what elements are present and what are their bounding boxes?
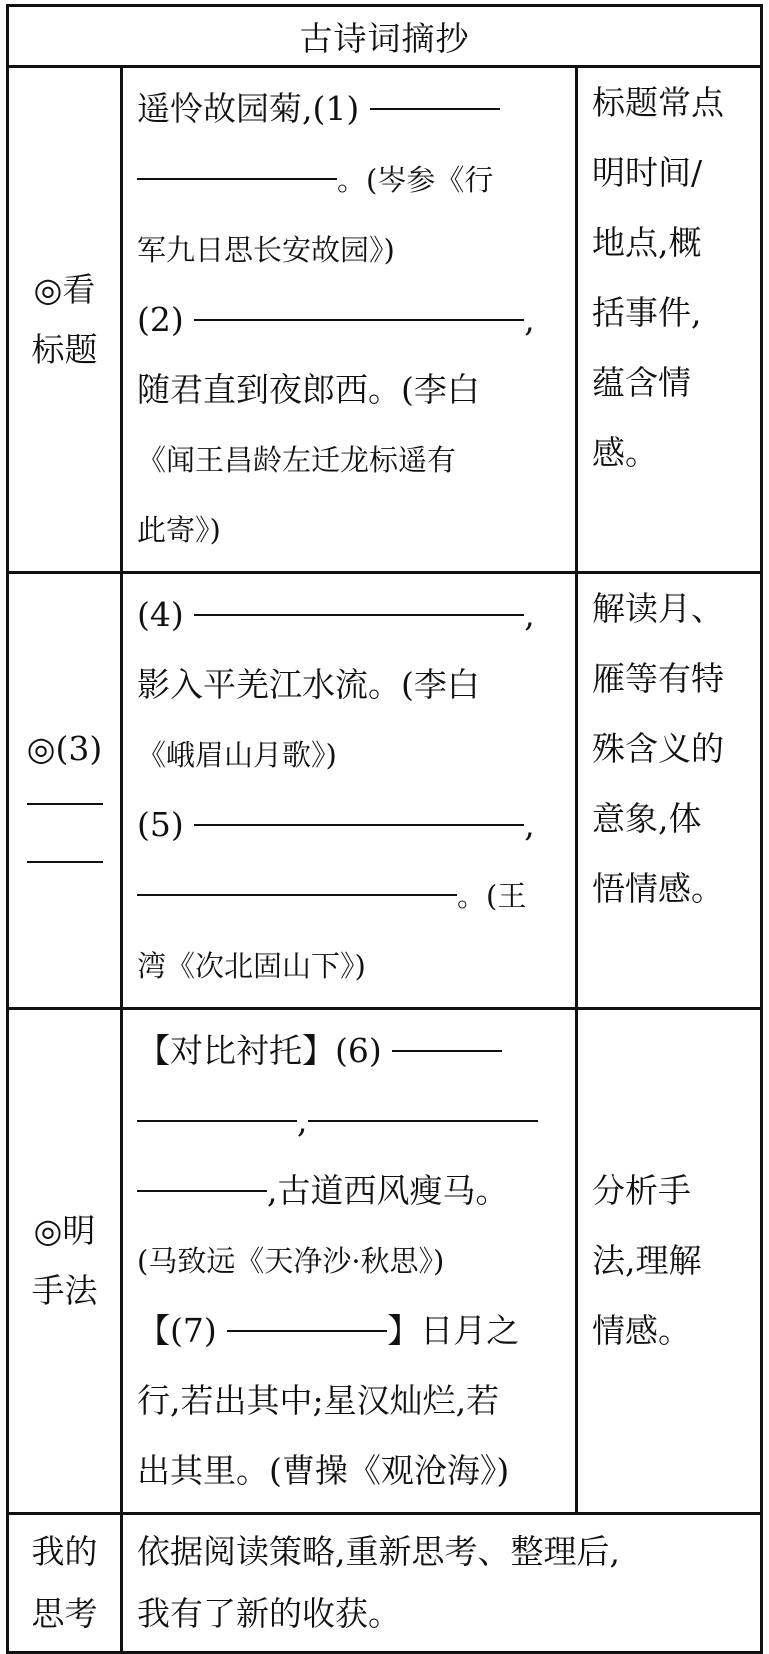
fill-blank-6-cont3[interactable] [137,1188,267,1192]
poem-line: 出其里。(曹操《观沧海》) [137,1451,510,1490]
table-row-technique [8,1009,762,1514]
tip-cell [577,67,762,573]
table-title: 古诗词摘抄 [8,6,762,67]
table-row-imagery [8,573,762,1009]
fill-blank-3[interactable] [27,803,103,805]
excerpt-table [6,4,763,1654]
tip-line: 法,理解 [592,1241,702,1280]
label-line: ◎(3) [26,728,103,768]
poem-lines-cell [122,1009,577,1514]
tip-line: 地点,概 [592,223,702,262]
row-label-imagery [8,573,122,1009]
label-line: 手法 [31,1271,98,1310]
tip-line: 意象,体 [592,799,702,838]
label-line: 我的 [31,1532,98,1571]
tip-line: 明时间/ [592,153,703,192]
poem-line: 随君直到夜郎西。(李白 [137,370,480,409]
poem-line: ,古道西风瘦马。 [137,1156,565,1226]
tip-cell [577,1009,762,1514]
poem-line: (4) , [137,595,535,634]
row-label-technique [8,1009,122,1514]
poem-line: 【(7) 】日月之 [137,1311,520,1350]
tip-line: 殊含义的 [592,729,724,768]
tip-cell [577,573,762,1009]
fill-blank-7[interactable] [227,1328,387,1332]
fill-blank-5[interactable] [194,822,524,826]
poem-line: , [137,1086,565,1156]
poem-line: 行,若出其中;星汉灿烂,若 [137,1381,500,1420]
fill-blank-1-cont[interactable] [137,176,337,180]
poem-line: 此寄》) [137,513,221,547]
fill-blank-4[interactable] [194,612,524,616]
fill-blank-1[interactable] [370,106,500,110]
tip-line: 标题常点 [592,83,724,122]
fill-blank-6[interactable] [392,1048,502,1052]
thinking-line: 依据阅读策略,重新思考、整理后, [137,1532,620,1571]
tip-line: 感。 [592,433,658,472]
tip-line: 雁等有特 [592,659,724,698]
poem-lines-cell [122,573,577,1009]
tip-line: 情感。 [592,1311,691,1350]
tip-line: 悟情感。 [592,869,724,908]
tip-line: 分析手 [592,1171,691,1210]
tip-line: 蕴含情 [592,363,691,402]
poem-line: 。(岑参《行 [137,144,565,215]
table-row-title-reading [8,67,762,573]
poem-line: (2) , [137,300,535,339]
label-line: 思考 [31,1594,98,1633]
fill-blank-6-cont2[interactable] [308,1118,538,1122]
poem-line: 湾《次北固山下》) [137,949,366,983]
fill-blank-5-cont[interactable] [137,892,457,896]
row-label-thinking [8,1514,122,1653]
fill-blank-3-cont[interactable] [27,861,103,863]
fill-blank-2[interactable] [194,317,524,321]
poem-line: 《峨眉山月歌》) [137,738,337,772]
row-label-title-reading [8,67,122,573]
poem-lines-cell [122,67,577,573]
poem-line: 影入平羌江水流。(李白 [137,665,480,704]
thinking-line: 我有了新的收获。 [137,1594,401,1633]
table-row-thinking [8,1514,762,1653]
poem-line: (5) , [137,805,535,844]
poem-line: 【对比衬托】(6) [137,1016,565,1086]
tip-line: 括事件, [592,293,702,332]
label-line: 标题 [31,329,98,369]
poem-line: 《闻王昌龄左迁龙标遥有 [137,443,457,477]
label-line: ◎明 [33,1211,96,1250]
label-line: ◎看 [33,269,96,309]
poem-line: 。(王 [137,860,565,931]
poem-line: 遥怜故园菊,(1) [137,74,565,144]
fill-blank-6-cont[interactable] [137,1118,297,1122]
thinking-text-cell [122,1514,762,1653]
tip-line: 解读月、 [592,589,724,628]
poem-line: (马致远《天净沙·秋思》) [137,1244,445,1278]
poem-line: 军九日思长安故园》) [137,233,395,267]
